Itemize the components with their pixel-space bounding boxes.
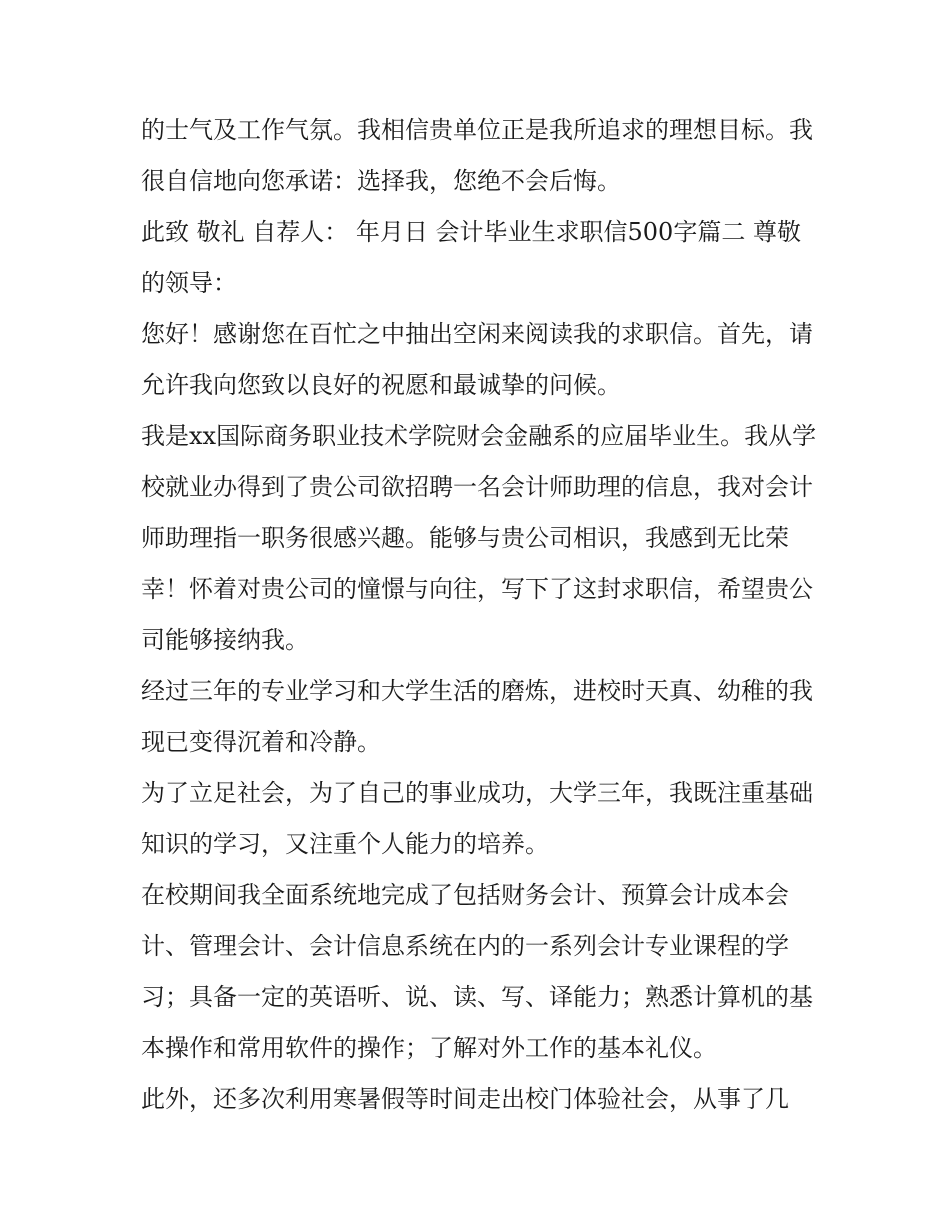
paragraph-greeting: 您好！感谢您在百忙之中抽出空闲来阅读我的求职信。首先，请允许我向您致以良好的祝愿和最诚挚的问候。: [141, 320, 813, 399]
paragraph-salutation-and-heading: 此致 敬礼 自荐人： 年月日 会计毕业生求职信500字篇二 尊敬的领导：: [141, 218, 801, 297]
paragraph-self-introduction: 我是xx国际商务职业技术学院财会金融系的应届毕业生。我从学校就业办得到了贵公司欲招聘一名会计师助理的信息，我对会计师助理指一职务很感兴趣。能够与贵公司相识，我感到无比荣幸！怀着对贵公司的憧憬与向往，写下了这封求职信，希望贵公司能够接纳我。: [141, 422, 817, 654]
paragraph-study-focus: 为了立足社会，为了自己的事业成功，大学三年，我既注重基础知识的学习，又注重个人能力的培养。: [141, 779, 813, 858]
paragraph-coursework: 在校期间我全面系统地完成了包括财务会计、预算会计成本会计、管理会计、会计信息系统在内的一系列会计专业课程的学习；具备一定的英语听、说、读、写、译能力；熟悉计算机的基本操作和常用软件的操作；了解对外工作的基本礼仪。: [141, 881, 813, 1062]
paragraph-morale-closing: 的士气及工作气氛。我相信贵单位正是我所追求的理想目标。我很自信地向您承诺：选择我，您绝不会后悔。: [141, 116, 813, 195]
paragraph-growth: 经过三年的专业学习和大学生活的磨炼，进校时天真、幼稚的我现已变得沉着和冷静。: [141, 677, 813, 756]
document-body: [141, 105, 821, 1125]
paragraph-social-practice: 此外，还多次利用寒暑假等时间走出校门体验社会，从事了几: [141, 1085, 789, 1113]
